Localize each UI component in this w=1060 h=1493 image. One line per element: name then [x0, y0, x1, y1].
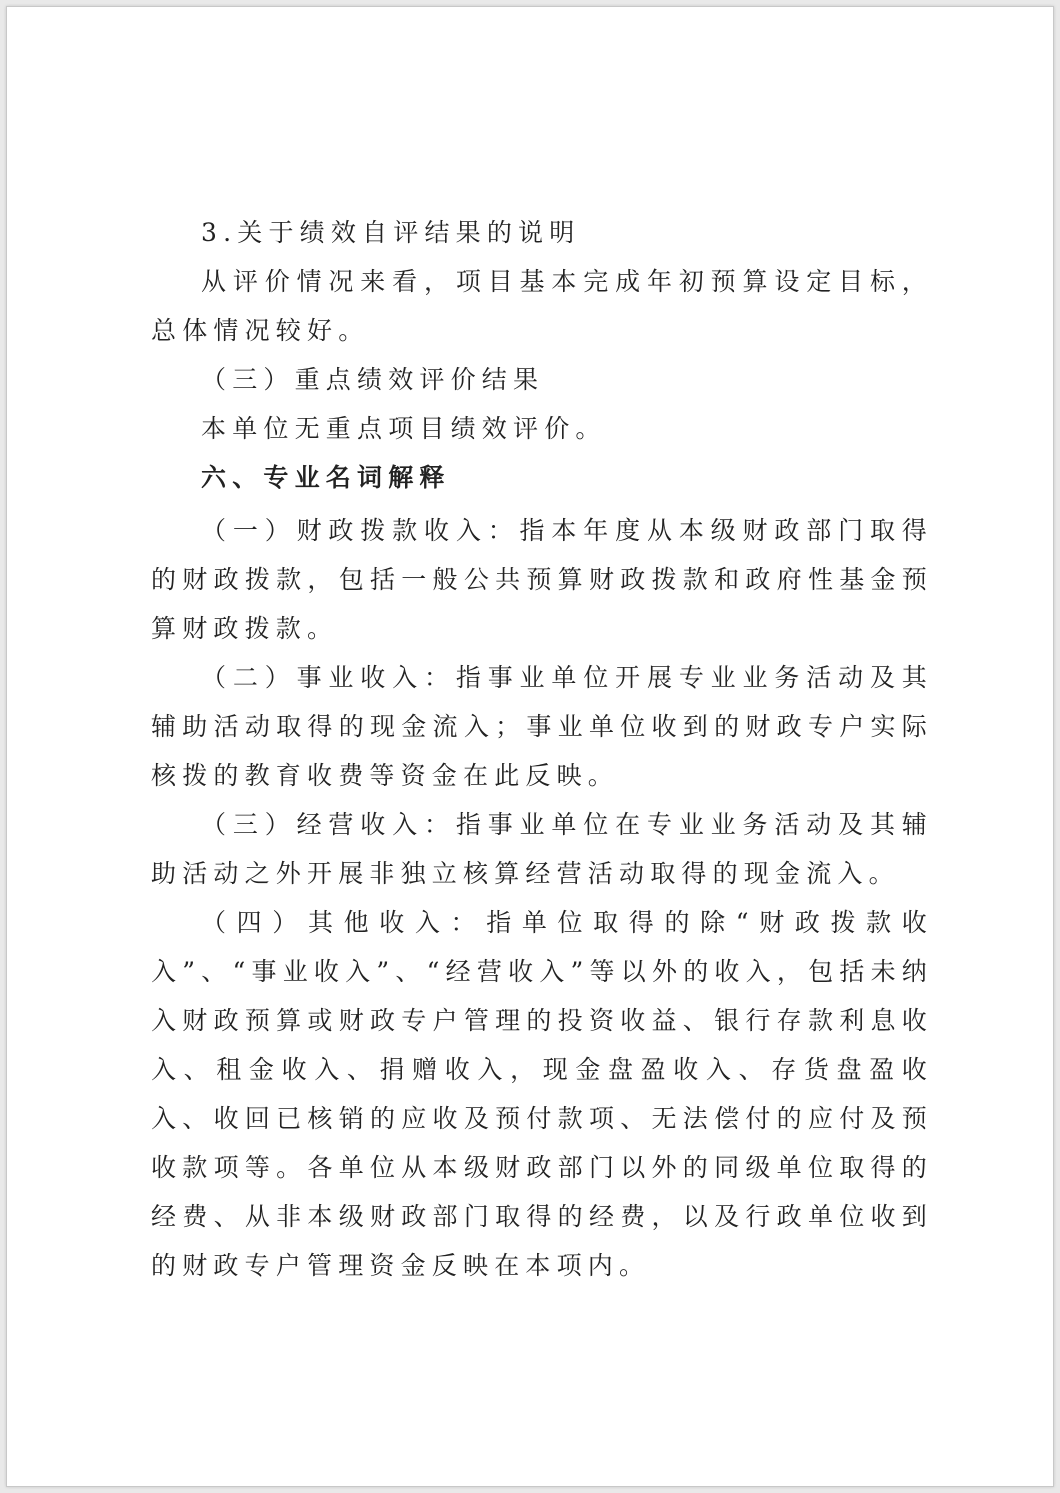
document-body [151, 208, 933, 1290]
paragraph-term-business-income: （二）事业收入：指事业单位开展专业业务活动及其辅助活动取得的现金流入；事业单位收到的财政专户实际核拨的教育收费等资金在此反映。 [151, 663, 933, 790]
paragraph-term-other-income: （四）其他收入：指单位取得的除“财政拨款收入”、“事业收入”、“经营收入”等以外的收入，包括未纳入财政预算或财政专户管理的投资收益、银行存款利息收入、租金收入、捐赠收入，现金盘盈收入、存货盘盈收入、收回已核销的应收及预付款项、无法偿付的应付及预收款项等。各单位从本级财政部门以外的同级单位取得的经费、从非本级财政部门取得的经费，以及行政单位收到的财政专户管理资金反映在本项内。 [151, 908, 933, 1280]
subheading-key-performance-evaluation: （三）重点绩效评价结果 [201, 365, 545, 394]
document-page [6, 6, 1054, 1487]
heading-terminology: 六、专业名词解释 [201, 463, 451, 492]
subheading-performance-self-evaluation: 3.关于绩效自评结果的说明 [201, 218, 581, 247]
paragraph-evaluation-summary: 从评价情况来看，项目基本完成年初预算设定目标，总体情况较好。 [151, 267, 933, 345]
paragraph-term-fiscal-appropriation: （一）财政拨款收入：指本年度从本级财政部门取得的财政拨款，包括一般公共预算财政拨款和政府性基金预算财政拨款。 [151, 516, 933, 643]
paragraph-no-key-evaluation: 本单位无重点项目绩效评价。 [201, 414, 607, 443]
paragraph-term-operating-income: （三）经营收入：指事业单位在专业业务活动及其辅助活动之外开展非独立核算经营活动取得的现金流入。 [151, 810, 933, 888]
